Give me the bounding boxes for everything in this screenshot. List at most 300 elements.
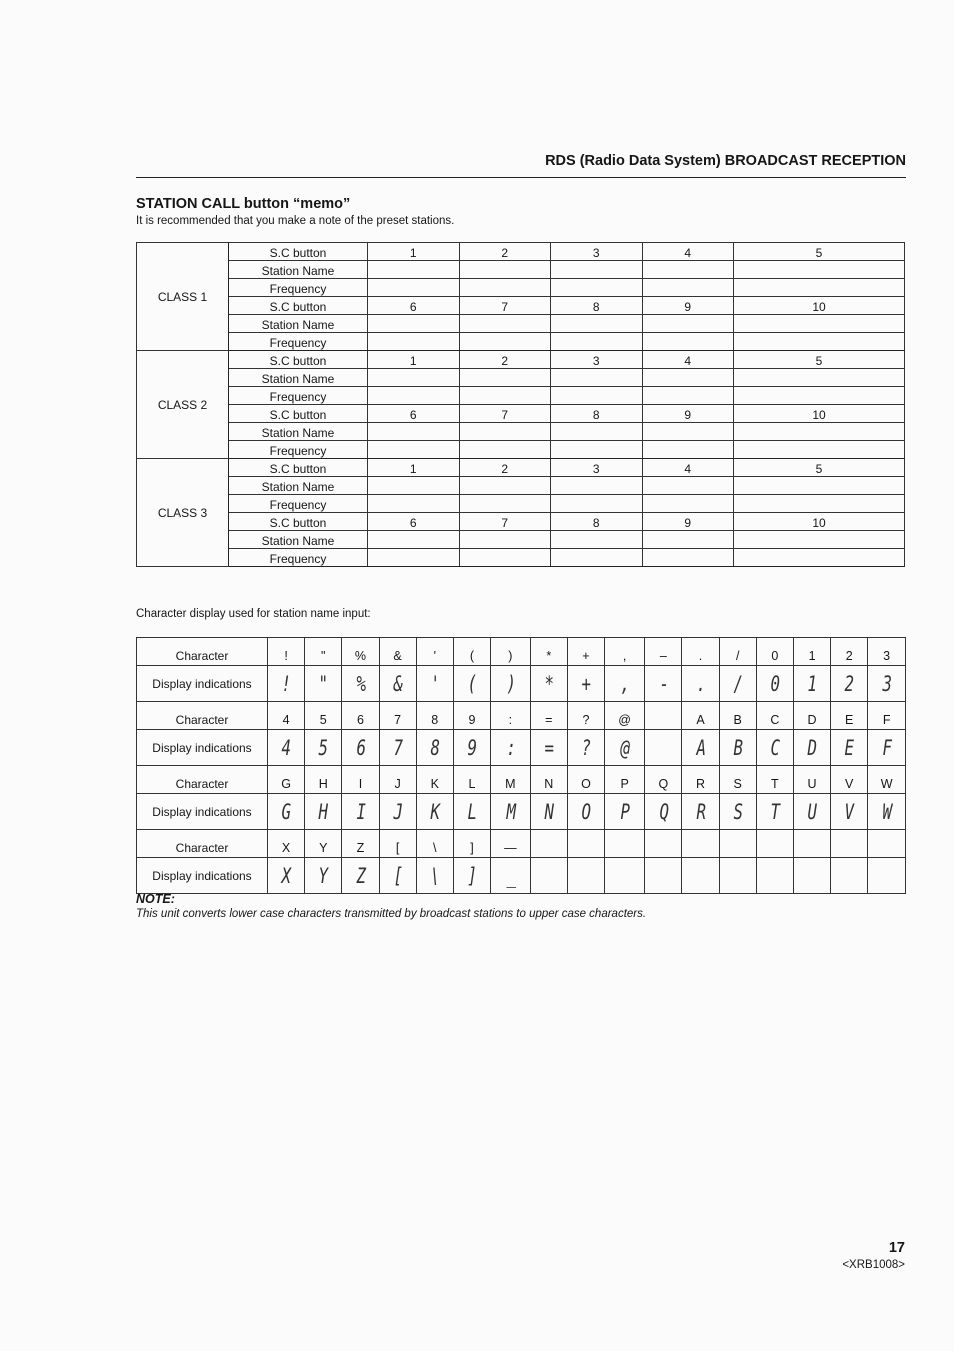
- character-cell: 1: [793, 638, 830, 666]
- memo-entry-cell: [551, 495, 643, 513]
- character-cell: ]: [453, 830, 490, 858]
- display-cell: [567, 666, 604, 702]
- display-cell: [491, 730, 531, 766]
- preset-number-cell: 1: [368, 459, 460, 477]
- display-cell: [868, 666, 906, 702]
- display-cell: [530, 794, 567, 830]
- memo-row: [137, 549, 905, 567]
- character-cell: [567, 830, 604, 858]
- preset-number-cell: 1: [368, 351, 460, 369]
- display-cell: [868, 730, 906, 766]
- display-cell: [305, 794, 342, 830]
- segment-glyph: ]: [467, 863, 477, 888]
- memo-entry-cell: [368, 261, 460, 279]
- preset-number-cell: 10: [734, 297, 905, 315]
- character-cell: 0: [756, 638, 793, 666]
- memo-entry-cell: [642, 333, 734, 351]
- character-cell: +: [567, 638, 604, 666]
- character-cell: K: [416, 766, 453, 794]
- character-cell: R: [682, 766, 719, 794]
- memo-entry-cell: [459, 441, 551, 459]
- display-cell: [756, 794, 793, 830]
- memo-row-label: S.C button: [229, 351, 368, 369]
- preset-number-cell: 10: [734, 513, 905, 531]
- segment-glyph: F: [882, 735, 892, 760]
- memo-entry-cell: [734, 531, 905, 549]
- display-cell: [793, 730, 830, 766]
- character-cell: 3: [868, 638, 906, 666]
- memo-entry-cell: [734, 495, 905, 513]
- memo-entry-cell: [551, 279, 643, 297]
- segment-glyph: N: [544, 799, 554, 824]
- display-row-label: Display indications: [137, 858, 268, 894]
- preset-number-cell: 7: [459, 513, 551, 531]
- character-cell: O: [567, 766, 604, 794]
- character-cell: [530, 830, 567, 858]
- display-cell: [342, 666, 379, 702]
- segment-glyph: +: [581, 671, 591, 696]
- character-cell: P: [605, 766, 645, 794]
- segment-glyph: ?: [581, 735, 591, 760]
- preset-number-cell: 3: [551, 243, 643, 261]
- memo-row: [137, 441, 905, 459]
- character-cell: !: [268, 638, 305, 666]
- memo-entry-cell: [642, 531, 734, 549]
- display-cell: [453, 730, 490, 766]
- memo-entry-cell: [368, 495, 460, 513]
- display-cell: [305, 730, 342, 766]
- display-cell: [416, 858, 453, 894]
- segment-glyph: E: [844, 735, 854, 760]
- memo-row-label: Station Name: [229, 531, 368, 549]
- memo-entry-cell: [368, 279, 460, 297]
- segment-glyph: ): [505, 671, 515, 696]
- segment-glyph: S: [733, 799, 743, 824]
- character-cell: Z: [342, 830, 379, 858]
- preset-number-cell: 2: [459, 351, 551, 369]
- preset-number-cell: 8: [551, 405, 643, 423]
- page-number: 17: [888, 1240, 905, 1256]
- memo-entry-cell: [642, 495, 734, 513]
- character-cell: E: [831, 702, 868, 730]
- display-row: [137, 666, 906, 702]
- character-cell: =: [530, 702, 567, 730]
- display-cell: [530, 858, 567, 894]
- section-subtitle: It is recommended that you make a note of the preset stations.: [136, 215, 455, 227]
- segment-glyph: B: [733, 735, 743, 760]
- memo-entry-cell: [734, 423, 905, 441]
- display-cell: [719, 858, 756, 894]
- character-row: [137, 702, 906, 730]
- class-label: CLASS 1: [137, 243, 229, 351]
- memo-entry-cell: [551, 333, 643, 351]
- segment-glyph: 1: [807, 671, 817, 696]
- segment-glyph: U: [807, 799, 817, 824]
- segment-glyph: &: [393, 671, 402, 696]
- segment-glyph: :: [505, 735, 515, 760]
- character-cell: 5: [305, 702, 342, 730]
- character-cell: /: [719, 638, 756, 666]
- character-cell: 6: [342, 702, 379, 730]
- character-cell: G: [268, 766, 305, 794]
- segment-glyph: K: [430, 799, 440, 824]
- memo-entry-cell: [551, 549, 643, 567]
- display-cell: [379, 858, 416, 894]
- display-cell: [719, 794, 756, 830]
- memo-entry-cell: [459, 531, 551, 549]
- segment-glyph: 5: [318, 735, 328, 760]
- character-cell: ?: [567, 702, 604, 730]
- character-cell: C: [756, 702, 793, 730]
- memo-entry-cell: [368, 423, 460, 441]
- segment-glyph: (: [467, 671, 477, 696]
- memo-entry-cell: [551, 441, 643, 459]
- character-cell: [682, 830, 719, 858]
- memo-row: [137, 405, 905, 423]
- memo-entry-cell: [368, 549, 460, 567]
- display-cell: [379, 794, 416, 830]
- segment-glyph: P: [620, 799, 630, 824]
- character-cell: :: [491, 702, 531, 730]
- character-cell: ": [305, 638, 342, 666]
- display-row-label: Display indications: [137, 666, 268, 702]
- memo-row: [137, 315, 905, 333]
- memo-row: [137, 261, 905, 279]
- display-cell: [719, 666, 756, 702]
- segment-glyph: W: [882, 799, 892, 824]
- character-cell: 2: [831, 638, 868, 666]
- segment-glyph: /: [733, 671, 743, 696]
- character-cell: [645, 830, 682, 858]
- character-cell: D: [793, 702, 830, 730]
- memo-entry-cell: [642, 261, 734, 279]
- display-cell: [491, 858, 531, 894]
- segment-glyph: M: [505, 799, 515, 824]
- display-row: [137, 730, 906, 766]
- preset-number-cell: 4: [642, 351, 734, 369]
- character-row: [137, 638, 906, 666]
- character-cell: [831, 830, 868, 858]
- memo-row: [137, 513, 905, 531]
- class-label: CLASS 2: [137, 351, 229, 459]
- display-row-label: Display indications: [137, 794, 268, 830]
- memo-entry-cell: [734, 387, 905, 405]
- character-row: [137, 830, 906, 858]
- display-cell: [268, 794, 305, 830]
- character-row-label: Character: [137, 830, 268, 858]
- memo-row: [137, 243, 905, 261]
- display-cell: [831, 666, 868, 702]
- character-cell: Q: [645, 766, 682, 794]
- character-cell: ,: [605, 638, 645, 666]
- segment-glyph: A: [696, 735, 705, 760]
- preset-number-cell: 7: [459, 297, 551, 315]
- memo-entry-cell: [551, 531, 643, 549]
- memo-entry-cell: [368, 369, 460, 387]
- document-code: <XRB1008>: [842, 1259, 905, 1271]
- character-cell: .: [682, 638, 719, 666]
- memo-row: [137, 387, 905, 405]
- character-cell: Y: [305, 830, 342, 858]
- display-cell: [268, 730, 305, 766]
- segment-glyph: 3: [882, 671, 892, 696]
- character-cell: ): [491, 638, 531, 666]
- preset-number-cell: 10: [734, 405, 905, 423]
- display-cell: [491, 666, 531, 702]
- display-cell: [645, 794, 682, 830]
- preset-number-cell: 2: [459, 243, 551, 261]
- memo-row-label: Station Name: [229, 261, 368, 279]
- memo-row-label: S.C button: [229, 405, 368, 423]
- segment-glyph: 0: [770, 671, 780, 696]
- segment-glyph: R: [696, 799, 705, 824]
- character-cell: 9: [453, 702, 490, 730]
- memo-entry-cell: [459, 315, 551, 333]
- segment-glyph: C: [770, 735, 780, 760]
- segment-glyph: O: [581, 799, 591, 824]
- character-cell: W: [868, 766, 906, 794]
- display-cell: [416, 666, 453, 702]
- memo-row: [137, 333, 905, 351]
- memo-row: [137, 279, 905, 297]
- character-cell: @: [605, 702, 645, 730]
- display-row: [137, 858, 906, 894]
- memo-row-label: Frequency: [229, 441, 368, 459]
- preset-number-cell: 8: [551, 297, 643, 315]
- character-cell: N: [530, 766, 567, 794]
- display-cell: [567, 794, 604, 830]
- segment-glyph: T: [770, 799, 780, 824]
- display-cell: [416, 794, 453, 830]
- segment-glyph: Y: [318, 863, 328, 888]
- character-cell: \: [416, 830, 453, 858]
- character-cell: V: [831, 766, 868, 794]
- segment-glyph: 4: [281, 735, 291, 760]
- note-title: NOTE:: [136, 892, 175, 906]
- memo-entry-cell: [551, 261, 643, 279]
- display-cell: [567, 858, 604, 894]
- display-cell: [645, 666, 682, 702]
- character-cell: –: [645, 638, 682, 666]
- character-cell: (: [453, 638, 490, 666]
- memo-row: [137, 423, 905, 441]
- character-cell: [: [379, 830, 416, 858]
- display-cell: [453, 666, 490, 702]
- memo-entry-cell: [642, 369, 734, 387]
- segment-glyph: =: [544, 735, 554, 760]
- segment-glyph: 8: [430, 735, 440, 760]
- segment-glyph: 2: [844, 671, 854, 696]
- segment-glyph: 9: [467, 735, 477, 760]
- display-cell: [868, 794, 906, 830]
- display-cell: [756, 858, 793, 894]
- character-row: [137, 766, 906, 794]
- character-cell: B: [719, 702, 756, 730]
- memo-row-label: Frequency: [229, 549, 368, 567]
- display-row: [137, 794, 906, 830]
- character-cell: A: [682, 702, 719, 730]
- segment-glyph: L: [467, 799, 477, 824]
- memo-entry-cell: [734, 315, 905, 333]
- character-cell: [756, 830, 793, 858]
- character-cell: *: [530, 638, 567, 666]
- character-cell: [793, 830, 830, 858]
- preset-number-cell: 6: [368, 297, 460, 315]
- segment-glyph: Z: [356, 863, 365, 888]
- preset-number-cell: 9: [642, 513, 734, 531]
- segment-glyph: 6: [356, 735, 365, 760]
- character-cell: H: [305, 766, 342, 794]
- segment-glyph: 7: [393, 735, 402, 760]
- segment-glyph: \: [430, 863, 440, 888]
- display-cell: [756, 730, 793, 766]
- segment-glyph: _: [505, 863, 515, 888]
- segment-glyph: G: [281, 799, 291, 824]
- memo-entry-cell: [459, 549, 551, 567]
- character-cell: T: [756, 766, 793, 794]
- display-cell: [682, 730, 719, 766]
- memo-row-label: Station Name: [229, 477, 368, 495]
- character-cell: 4: [268, 702, 305, 730]
- memo-row-label: S.C button: [229, 459, 368, 477]
- segment-glyph: [: [393, 863, 402, 888]
- memo-row-label: S.C button: [229, 513, 368, 531]
- memo-row: [137, 531, 905, 549]
- display-cell: [268, 666, 305, 702]
- memo-row: [137, 477, 905, 495]
- memo-row: [137, 369, 905, 387]
- preset-number-cell: 5: [734, 459, 905, 477]
- preset-number-cell: 3: [551, 351, 643, 369]
- character-cell: 8: [416, 702, 453, 730]
- preset-number-cell: 8: [551, 513, 643, 531]
- memo-entry-cell: [642, 279, 734, 297]
- memo-entry-cell: [368, 531, 460, 549]
- segment-glyph: .: [696, 671, 705, 696]
- display-cell: [645, 858, 682, 894]
- display-cell: [453, 858, 490, 894]
- memo-entry-cell: [459, 279, 551, 297]
- segment-glyph: ,: [620, 671, 630, 696]
- display-cell: [682, 858, 719, 894]
- display-cell: [305, 666, 342, 702]
- character-cell: [605, 830, 645, 858]
- preset-number-cell: 6: [368, 405, 460, 423]
- memo-entry-cell: [459, 261, 551, 279]
- memo-entry-cell: [734, 333, 905, 351]
- memo-entry-cell: [551, 387, 643, 405]
- character-row-label: Character: [137, 702, 268, 730]
- segment-glyph: I: [356, 799, 365, 824]
- display-cell: [831, 794, 868, 830]
- memo-row: [137, 495, 905, 513]
- character-cell: F: [868, 702, 906, 730]
- display-cell: [416, 730, 453, 766]
- memo-entry-cell: [459, 333, 551, 351]
- display-cell: [305, 858, 342, 894]
- character-cell: [645, 702, 682, 730]
- character-display-table: [136, 637, 906, 894]
- memo-row-label: S.C button: [229, 297, 368, 315]
- display-cell: [831, 858, 868, 894]
- memo-row-label: Frequency: [229, 495, 368, 513]
- display-cell: [379, 730, 416, 766]
- preset-number-cell: 5: [734, 243, 905, 261]
- character-cell: —: [491, 830, 531, 858]
- display-row-label: Display indications: [137, 730, 268, 766]
- display-cell: [793, 666, 830, 702]
- character-cell: [719, 830, 756, 858]
- segment-glyph: ": [318, 671, 328, 696]
- memo-row-label: Station Name: [229, 315, 368, 333]
- memo-entry-cell: [734, 369, 905, 387]
- character-cell: U: [793, 766, 830, 794]
- display-cell: [793, 794, 830, 830]
- memo-row-label: Frequency: [229, 387, 368, 405]
- memo-row: [137, 297, 905, 315]
- segment-glyph: ': [430, 671, 440, 696]
- preset-number-cell: 6: [368, 513, 460, 531]
- display-cell: [645, 730, 682, 766]
- preset-number-cell: 4: [642, 459, 734, 477]
- preset-number-cell: 2: [459, 459, 551, 477]
- character-cell: ': [416, 638, 453, 666]
- display-cell: [793, 858, 830, 894]
- preset-number-cell: 4: [642, 243, 734, 261]
- character-cell: &: [379, 638, 416, 666]
- preset-number-cell: 9: [642, 297, 734, 315]
- display-cell: [719, 730, 756, 766]
- memo-entry-cell: [368, 477, 460, 495]
- memo-entry-cell: [459, 423, 551, 441]
- memo-entry-cell: [368, 441, 460, 459]
- memo-entry-cell: [368, 333, 460, 351]
- display-cell: [379, 666, 416, 702]
- display-cell: [605, 666, 645, 702]
- memo-entry-cell: [459, 495, 551, 513]
- memo-entry-cell: [459, 387, 551, 405]
- memo-entry-cell: [459, 369, 551, 387]
- segment-glyph: @: [620, 735, 630, 760]
- preset-number-cell: 3: [551, 459, 643, 477]
- memo-row-label: Frequency: [229, 279, 368, 297]
- memo-entry-cell: [642, 477, 734, 495]
- memo-entry-cell: [734, 477, 905, 495]
- memo-entry-cell: [642, 441, 734, 459]
- display-cell: [342, 730, 379, 766]
- memo-entry-cell: [642, 315, 734, 333]
- character-cell: L: [453, 766, 490, 794]
- display-cell: [530, 730, 567, 766]
- memo-entry-cell: [734, 279, 905, 297]
- memo-entry-cell: [734, 261, 905, 279]
- preset-number-cell: 9: [642, 405, 734, 423]
- segment-glyph: H: [318, 799, 328, 824]
- character-cell: [868, 830, 906, 858]
- display-cell: [491, 794, 531, 830]
- memo-row-label: Frequency: [229, 333, 368, 351]
- character-row-label: Character: [137, 638, 268, 666]
- display-cell: [530, 666, 567, 702]
- segment-glyph: J: [393, 799, 402, 824]
- display-cell: [342, 858, 379, 894]
- memo-entry-cell: [642, 549, 734, 567]
- section-title: STATION CALL button “memo”: [136, 196, 351, 212]
- character-cell: 7: [379, 702, 416, 730]
- memo-row-label: Station Name: [229, 369, 368, 387]
- display-cell: [831, 730, 868, 766]
- memo-row-label: Station Name: [229, 423, 368, 441]
